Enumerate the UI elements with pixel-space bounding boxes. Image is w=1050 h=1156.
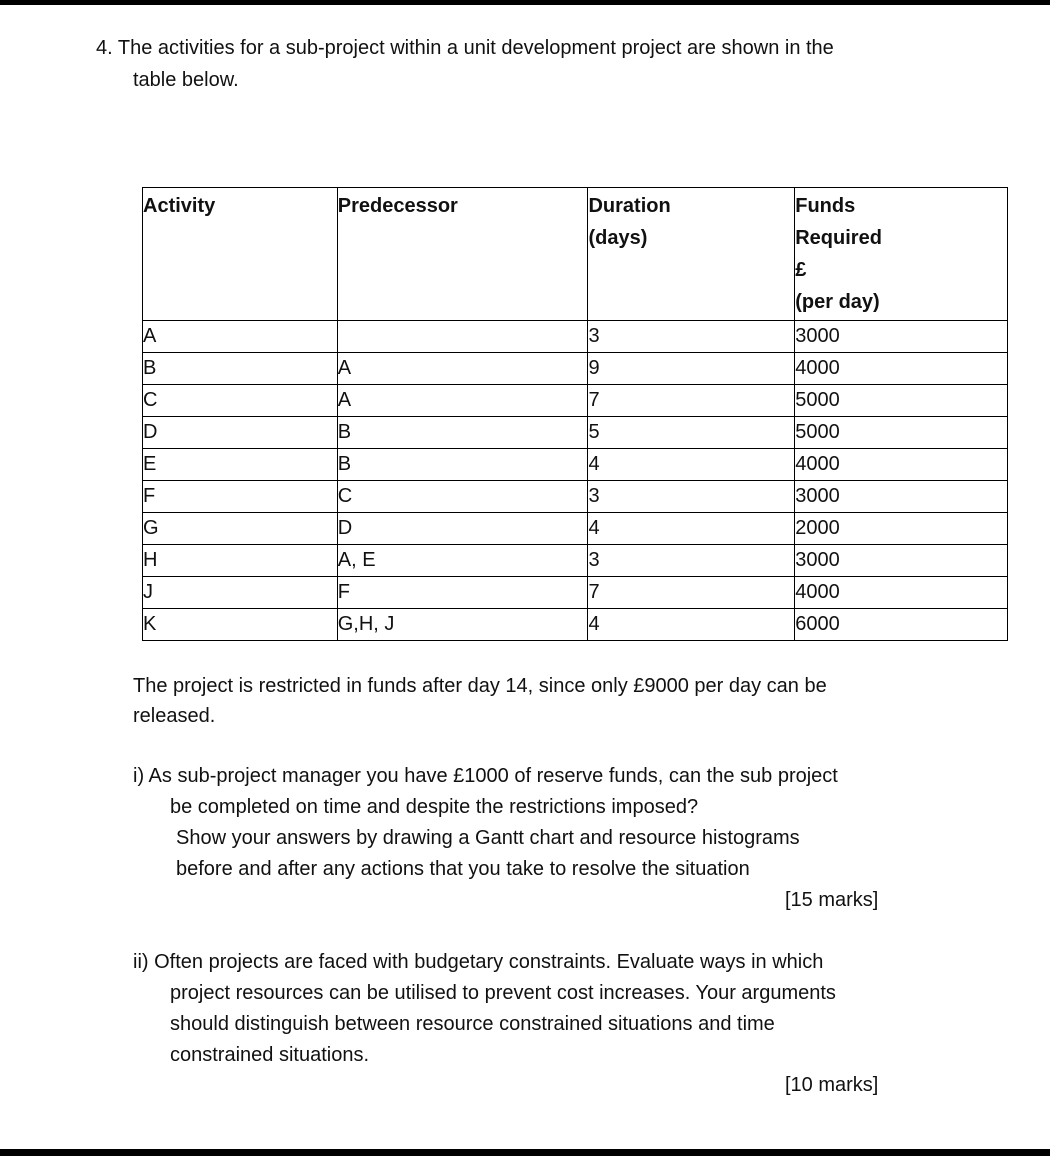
cell-funds: 5000 xyxy=(795,417,1008,449)
cell-predecessor: C xyxy=(337,481,588,513)
cell-duration: 4 xyxy=(588,609,795,641)
cell-activity: E xyxy=(143,449,338,481)
top-border-bar xyxy=(0,0,1050,5)
cell-funds: 4000 xyxy=(795,353,1008,385)
part-i-line3: Show your answers by drawing a Gantt chart and resource histograms xyxy=(176,827,800,849)
cell-funds: 6000 xyxy=(795,609,1008,641)
part-i-marks: [15 marks] xyxy=(785,889,879,911)
cell-activity: D xyxy=(143,417,338,449)
cell-predecessor: A, E xyxy=(337,545,588,577)
part-ii-line1: ii) Often projects are faced with budgetary constraints. Evaluate ways in which xyxy=(133,951,824,973)
part-i-line1: i) As sub-project manager you have £1000 of reserve funds, can the sub project xyxy=(133,765,838,787)
cell-duration: 3 xyxy=(588,545,795,577)
table-row xyxy=(143,609,1008,641)
cell-duration: 7 xyxy=(588,577,795,609)
cell-funds: 3000 xyxy=(795,481,1008,513)
table-row xyxy=(143,545,1008,577)
cell-predecessor: F xyxy=(337,577,588,609)
cell-funds: 5000 xyxy=(795,385,1008,417)
cell-predecessor: D xyxy=(337,513,588,545)
cell-activity: F xyxy=(143,481,338,513)
cell-predecessor: A xyxy=(337,385,588,417)
cell-duration: 5 xyxy=(588,417,795,449)
cell-predecessor: A xyxy=(337,353,588,385)
cell-predecessor xyxy=(337,321,588,353)
cell-duration: 4 xyxy=(588,449,795,481)
part-ii-line4: constrained situations. xyxy=(170,1044,370,1066)
part-ii-marks: [10 marks] xyxy=(785,1074,879,1096)
cell-predecessor: B xyxy=(337,449,588,481)
restriction-line2: released. xyxy=(133,705,216,727)
cell-activity: G xyxy=(143,513,338,545)
cell-duration: 9 xyxy=(588,353,795,385)
header-duration: Duration (days) xyxy=(588,188,795,321)
activities-table xyxy=(142,187,1008,641)
cell-funds: 3000 xyxy=(795,321,1008,353)
cell-activity: C xyxy=(143,385,338,417)
table-row xyxy=(143,481,1008,513)
table-row xyxy=(143,417,1008,449)
cell-funds: 3000 xyxy=(795,545,1008,577)
cell-funds: 2000 xyxy=(795,513,1008,545)
table-header-row xyxy=(143,188,1008,321)
part-i-line2: be completed on time and despite the restrictions imposed? xyxy=(170,796,699,818)
cell-activity: J xyxy=(143,577,338,609)
cell-duration: 3 xyxy=(588,321,795,353)
question-intro-line2: table below. xyxy=(133,69,239,91)
cell-activity: H xyxy=(143,545,338,577)
restriction-line1: The project is restricted in funds after day 14, since only £9000 per day can be xyxy=(133,675,827,697)
cell-funds: 4000 xyxy=(795,449,1008,481)
cell-activity: B xyxy=(143,353,338,385)
cell-activity: A xyxy=(143,321,338,353)
header-predecessor: Predecessor xyxy=(337,188,588,321)
cell-funds: 4000 xyxy=(795,577,1008,609)
part-ii-line3: should distinguish between resource constrained situations and time xyxy=(170,1013,775,1035)
cell-duration: 3 xyxy=(588,481,795,513)
table-row xyxy=(143,449,1008,481)
part-ii-line2: project resources can be utilised to prevent cost increases. Your arguments xyxy=(170,982,836,1004)
table-row xyxy=(143,513,1008,545)
header-funds: Funds Required £ (per day) xyxy=(795,188,1008,321)
cell-predecessor: B xyxy=(337,417,588,449)
table-row xyxy=(143,385,1008,417)
question-intro-line1: 4. The activities for a sub-project within a unit development project are shown in the xyxy=(96,37,834,59)
bottom-border-bar xyxy=(0,1149,1050,1156)
cell-duration: 4 xyxy=(588,513,795,545)
cell-predecessor: G,H, J xyxy=(337,609,588,641)
table-row xyxy=(143,577,1008,609)
cell-activity: K xyxy=(143,609,338,641)
part-i-line4: before and after any actions that you take to resolve the situation xyxy=(176,858,750,880)
table-row xyxy=(143,353,1008,385)
cell-duration: 7 xyxy=(588,385,795,417)
header-activity: Activity xyxy=(143,188,338,321)
table-row xyxy=(143,321,1008,353)
